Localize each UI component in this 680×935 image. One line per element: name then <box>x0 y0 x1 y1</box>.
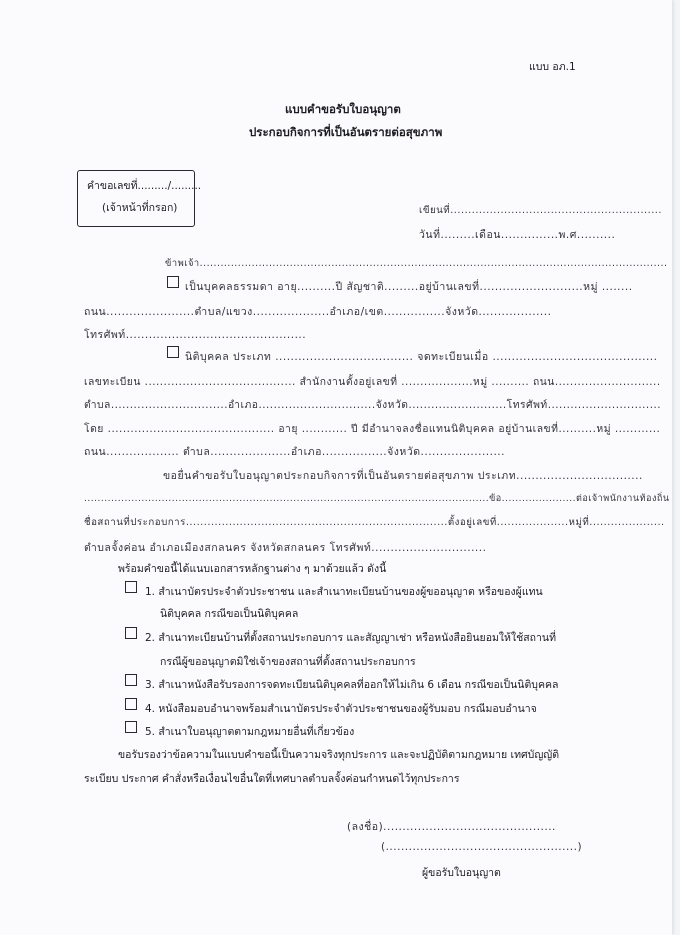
juristic-checkbox[interactable] <box>167 346 179 358</box>
written-at-field[interactable]: เขียนที่........................................................... <box>419 205 662 216</box>
certify-line-1: ขอรับรองว่าข้อความในแบบคำขอนี้เป็นความจริงทุกประการ และจะปฏิบัติตามกฎหมาย เทศบัญญัติ <box>118 749 560 761</box>
attachment-1-checkbox[interactable] <box>125 581 137 593</box>
attachment-2-checkbox[interactable] <box>125 627 137 639</box>
individual-line-2[interactable]: ถนน.......................ตำบล/แขวง....................อำเภอ/เขต................จังหวัด................... <box>84 306 552 318</box>
juristic-line-3[interactable]: ตำบล...............................อำเภอ...............................จังหวัด..........................โทรศัพท์.............................. <box>84 399 662 411</box>
attachment-3-checkbox[interactable] <box>125 674 137 686</box>
juristic-line-1[interactable]: นิติบุคคล ประเภท .................................... จดทะเบียนเมื่อ ........................................... <box>185 351 658 363</box>
request-number-field[interactable]: คำขอเลขที่........./......... <box>87 180 202 192</box>
request-line-4[interactable]: ตำบลจั้งค่อน อำเภอเมืองสกลนคร จังหวัดสกลนคร โทรศัพท์.............................. <box>84 542 487 554</box>
attachment-5-checkbox[interactable] <box>125 721 137 733</box>
form-code: แบบ อภ.1 <box>529 61 576 73</box>
individual-checkbox[interactable] <box>167 276 179 288</box>
individual-line-1[interactable]: เป็นบุคคลธรรมดา อายุ..........ปี สัญชาติ.........อยู่บ้านเลขที่...........................หมู่ ........ <box>185 281 633 293</box>
attachment-1-line-2: นิติบุคคล กรณีขอเป็นนิติบุคคล <box>160 608 299 620</box>
attachment-1-line-1: 1. สำเนาบัตรประจำตัวประชาชน และสำเนาทะเบียนบ้านของผู้ขออนุญาต หรือของผู้แทน <box>145 586 543 598</box>
officer-note: (เจ้าหน้าที่กรอก) <box>102 202 178 214</box>
request-line-2[interactable]: ........................................................................................................................ข้อ......................ต่อเจ้าพนักงานท้องถิ่น <box>84 494 670 504</box>
attachment-2-line-1: 2. สำเนาทะเบียนบ้านที่ตั้งสถานประกอบการ และสัญญาเช่า หรือหนังสือยินยอมให้ใช้สถานที่ <box>145 632 556 644</box>
signer-role: ผู้ขอรับใบอนุญาต <box>422 867 501 879</box>
attachment-4-line-1: 4. หนังสือมอบอำนาจพร้อมสำเนาบัตรประจำตัวประชาชนของผู้รับมอบ กรณีมอบอำนาจ <box>145 703 537 715</box>
attachments-intro: พร้อมคำขอนี้ได้แนบเอกสารหลักฐานต่าง ๆ มาด้วยแล้ว ดังนี้ <box>118 563 387 575</box>
individual-line-3[interactable]: โทรศัพท์............................................... <box>84 329 307 341</box>
date-field[interactable]: วันที่.........เดือน...............พ.ศ.......... <box>419 229 616 241</box>
request-line-1[interactable]: ขอยื่นคำขอรับใบอนุญาตประกอบกิจการที่เป็นอันตรายต่อสุขภาพ ประเภท................................. <box>163 470 643 482</box>
attachment-4-checkbox[interactable] <box>125 698 137 710</box>
juristic-line-4[interactable]: โดย ............................................ อายุ ............ ปี มีอำนาจลงชื่อแทนนิติบุคคล อยู่บ้านเลขที่..........หมู่ ............ <box>84 423 661 435</box>
certify-line-2: ระเบียบ ประกาศ คำสั่งหรือเงื่อนไขอื่นใดที่เทศบาลตำบลจั้งค่อนกำหนดไว้ทุกประการ <box>84 773 460 785</box>
juristic-line-5[interactable]: ถนน................... ตำบล.....................อำเภอ.................จังหวัด...................... <box>84 446 505 458</box>
signature-field[interactable]: (ลงชื่อ)............................................. <box>347 821 556 833</box>
request-line-3[interactable]: ชื่อสถานที่ประกอบการ.........................................................................ตั้งอยู่เลขที่....................หมู่ที่..................... <box>84 517 665 528</box>
juristic-line-2[interactable]: เลขทะเบียน ........................................ สำนักงานตั้งอยู่เลขที่ ...................หมู่ .......... ถนน............................ <box>84 376 661 388</box>
attachment-5-line-1: 5. สำเนาใบอนุญาตตามกฎหมายอื่นที่เกี่ยวข้อง <box>145 726 355 738</box>
signer-name-field[interactable]: (..................................................) <box>381 841 583 853</box>
form-subtitle: ประกอบกิจการที่เป็นอันตรายต่อสุขภาพ <box>249 125 443 139</box>
attachment-2-line-2: กรณีผู้ขออนุญาตมิใช่เจ้าของสถานที่ตั้งสถานประกอบการ <box>160 656 416 668</box>
attachment-3-line-1: 3. สำเนาหนังสือรับรองการจดทะเบียนนิติบุคคลที่ออกให้ไม่เกิน 6 เดือน กรณีขอเป็นนิติบุคคล <box>145 679 559 691</box>
form-title: แบบคำขอรับใบอนุญาต <box>285 102 401 116</box>
applicant-name-field[interactable]: ข้าพเจ้า....................................................................................................................................... <box>165 258 668 269</box>
